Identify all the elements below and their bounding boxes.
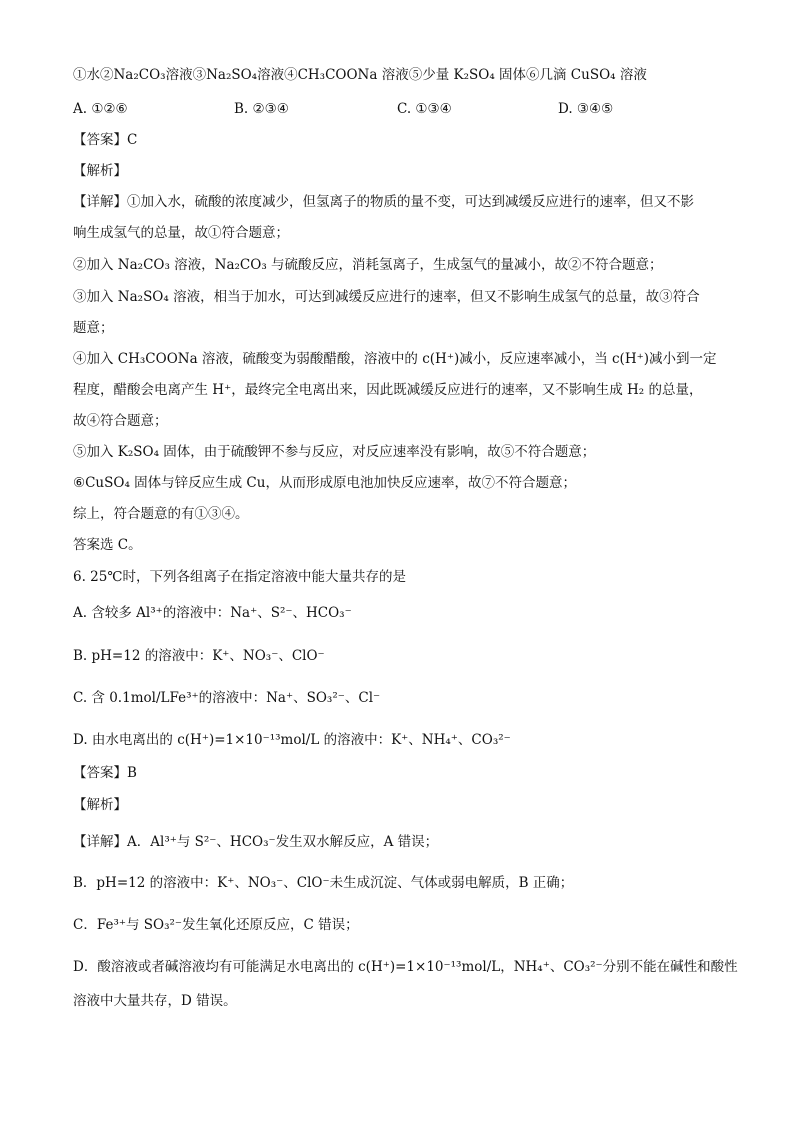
q5-detail-line: 题意； <box>73 320 114 336</box>
q5-detail-line: 【详解】①加入水，硫酸的浓度减少，但氢离子的物质的量不变，可达到减缓反应进行的速率，但又不影 <box>73 194 694 210</box>
q5-final-answer: 答案选 C。 <box>73 537 142 553</box>
q5-option-d: D. ③④⑤ <box>558 101 614 117</box>
q6-stem: 6. 25℃时，下列各组离子在指定溶液中能大量共存的是 <box>73 569 406 585</box>
q6-detail-line: 溶液中大量共存，D 错误。 <box>73 993 237 1009</box>
q5-detail-line: ③加入 Na₂SO₄ 溶液，相当于加水，可达到减缓反应进行的速率，但又不影响生成氢气的总量，故③符合 <box>73 289 700 305</box>
q5-detail-line: ④加入 CH₃COONa 溶液，硫酸变为弱酸醋酸，溶液中的 c(H⁺)减小，反应速率减小，当 c(H⁺)减小到一定 <box>73 351 717 367</box>
q6-option-d: D. 由水电离出的 c(H⁺)=1×10⁻¹³mol/L 的溶液中：K⁺、NH₄⁺、CO₃²⁻ <box>73 732 511 748</box>
q5-detail-line: ⑤加入 K₂SO₄ 固体，由于硫酸钾不参与反应，对反应速率没有影响，故⑤不符合题意； <box>73 444 596 460</box>
q5-detail-line: ②加入 Na₂CO₃ 溶液，Na₂CO₃ 与硫酸反应，消耗氢离子，生成氢气的量减小，故②不符合题意； <box>73 257 663 273</box>
q5-detail-line: ⑥CuSO₄ 固体与锌反应生成 Cu，从而形成原电池加快反应速率，故⑦不符合题意； <box>73 475 576 491</box>
q6-detail-line: 【详解】A．Al³⁺与 S²⁻、HCO₃⁻发生双水解反应，A 错误； <box>73 834 439 850</box>
q5-answer: 【答案】C <box>73 132 138 148</box>
q5-option-a: A. ①②⑥ <box>73 101 128 117</box>
q6-option-b: B. pH=12 的溶液中：K⁺、NO₃⁻、ClO⁻ <box>73 648 325 664</box>
q5-detail-line: 程度，醋酸会电离产生 H⁺，最终完全电离出来，因此既减缓反应进行的速率，又不影响生成 H₂ 的总量， <box>73 382 703 398</box>
q5-analysis-label: 【解析】 <box>73 163 127 179</box>
q5-stem: ①水②Na₂CO₃溶液③Na₂SO₄溶液④CH₃COONa 溶液⑤少量 K₂SO₄ 固体⑥几滴 CuSO₄ 溶液 <box>73 67 647 83</box>
q5-detail-line: 综上，符合题意的有①③④。 <box>73 506 249 522</box>
q6-option-a: A. 含较多 Al³⁺的溶液中：Na⁺、S²⁻、HCO₃⁻ <box>73 605 352 621</box>
q5-option-b: B. ②③④ <box>234 101 289 117</box>
q5-detail-line: 故④符合题意； <box>73 413 168 429</box>
q5-option-c: C. ①③④ <box>397 101 452 117</box>
q6-detail-line: B．pH=12 的溶液中：K⁺、NO₃⁻、ClO⁻未生成沉淀、气体或弱电解质，B 正确； <box>73 875 574 891</box>
q6-option-c: C. 含 0.1mol/LFe³⁺的溶液中：Na⁺、SO₃²⁻、Cl⁻ <box>73 690 381 706</box>
q5-detail-line: 响生成氢气的总量，故①符合题意； <box>73 225 289 241</box>
q6-detail-line: C．Fe³⁺与 SO₃²⁻发生氧化还原反应，C 错误； <box>73 917 359 933</box>
q6-analysis-label: 【解析】 <box>73 797 127 813</box>
q6-answer: 【答案】B <box>73 765 137 781</box>
q6-detail-line: D．酸溶液或者碱溶液均有可能满足水电离出的 c(H⁺)=1×10⁻¹³mol/L，NH₄⁺、CO₃²⁻分别不能在碱性和酸性 <box>73 959 738 975</box>
